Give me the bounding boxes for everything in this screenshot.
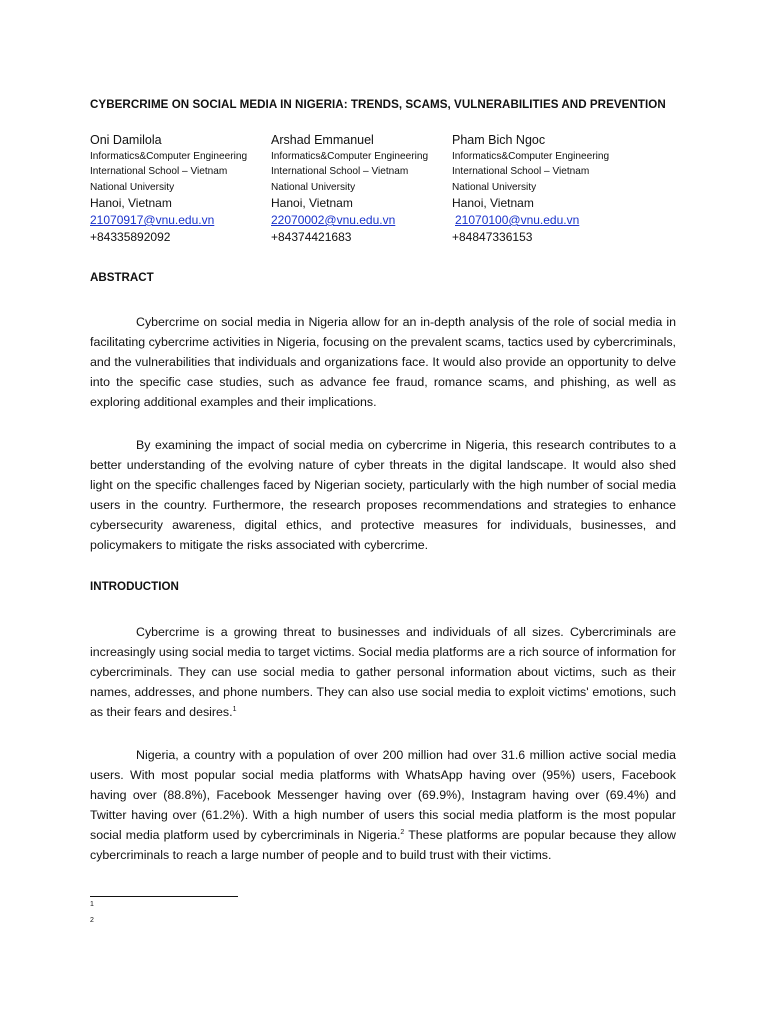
- author-name: Pham Bich Ngoc: [452, 133, 546, 147]
- paragraph-text: These platforms are popular because they allow cybercriminals to reach a large number of people and to build trust with their victims.: [90, 828, 676, 862]
- footnote-ref: 1: [232, 705, 237, 713]
- abstract-heading: ABSTRACT: [90, 271, 154, 284]
- author-name: Arshad Emmanuel: [271, 133, 374, 147]
- author-block-2: [271, 132, 456, 246]
- abstract-paragraph-1: Cybercrime on social media in Nigeria allow for an in-depth analysis of the role of social media in facilitating cybercrime activities in Nigeria, focusing on the prevalent scams, tactics used by cybercriminals, and the vulnerabilities that individuals and organizations face. It would also provide an opportunity to delve into the specific case studies, such as advance fee fraud, romance scams, and phishing, as well as exploring additional examples and their implications.: [90, 315, 676, 409]
- author-school: International School – Vietnam: [452, 166, 590, 178]
- author-university: National University: [452, 181, 537, 193]
- author-department: Informatics&Computer Engineering: [271, 151, 429, 162]
- footnote-divider: [90, 896, 238, 897]
- abstract-paragraph-2: By examining the impact of social media on cybercrime in Nigeria, this research contributes to a better understanding of the evolving nature of cyber threats in the digital landscape. It would also shed light on the specific challenges faced by Nigerian society, particularly with the high number of social media users in the country. Furthermore, the research proposes recommendations and strategies to enhance cybersecurity awareness, digital ethics, and protective measures for individuals, businesses, and policymakers to mitigate the risks associated with cybercrime.: [90, 438, 676, 552]
- footnote-number: 2: [90, 917, 94, 924]
- paper-title: CYBERCRIME ON SOCIAL MEDIA IN NIGERIA: TRENDS, SCAMS, VULNERABILITIES AND PREVENTION: [90, 98, 666, 111]
- introduction-heading: INTRODUCTION: [90, 580, 179, 593]
- author-city: Hanoi, Vietnam: [452, 195, 534, 210]
- paragraph-text: Cybercrime is a growing threat to businesses and individuals of all sizes. Cybercriminals are increasingly using social media to target victims. Social media platforms are a rich source of information for cybercriminals. They can use social media to gather personal information about victims, such as their names, addresses, and phone numbers. They can also use social media to exploit victims' emotions, such as their fears and desires.: [90, 625, 676, 719]
- paragraph-text: Nigeria, a country with a population of over 200 million had over 31.6 million active social media users. With most popular social media platforms with WhatsApp having over (95%) users, Facebook having over (88.8%), Facebook Messenger having over (69.9%), Instagram having over (69.4%) and Twitter having over (61.2%). With a high number of users this social media platform is the most popular social media platform used by cybercriminals in Nigeria.: [90, 748, 676, 842]
- author-phone: +84335892092: [90, 229, 171, 244]
- author-department: Informatics&Computer Engineering: [452, 151, 610, 162]
- author-city: Hanoi, Vietnam: [90, 195, 172, 210]
- author-phone: +84374421683: [271, 229, 352, 244]
- footnote-number: 1: [90, 901, 94, 908]
- author-phone: +84847336153: [452, 229, 533, 244]
- author-block-3: [452, 132, 637, 246]
- author-email-link[interactable]: 22070002@vnu.edu.vn: [271, 212, 396, 227]
- introduction-paragraph-1: [90, 622, 676, 722]
- author-university: National University: [271, 181, 356, 193]
- footnote-ref: 2: [400, 828, 405, 836]
- author-name: Oni Damilola: [90, 133, 162, 147]
- author-email-link[interactable]: 21070917@vnu.edu.vn: [90, 212, 215, 227]
- author-block-1: [90, 132, 275, 246]
- author-school: International School – Vietnam: [90, 166, 228, 178]
- author-email-link[interactable]: 21070100@vnu.edu.vn: [455, 212, 580, 227]
- introduction-paragraph-2: [90, 745, 676, 865]
- author-city: Hanoi, Vietnam: [271, 195, 353, 210]
- author-university: National University: [90, 181, 175, 193]
- author-department: Informatics&Computer Engineering: [90, 151, 248, 162]
- author-school: International School – Vietnam: [271, 166, 409, 178]
